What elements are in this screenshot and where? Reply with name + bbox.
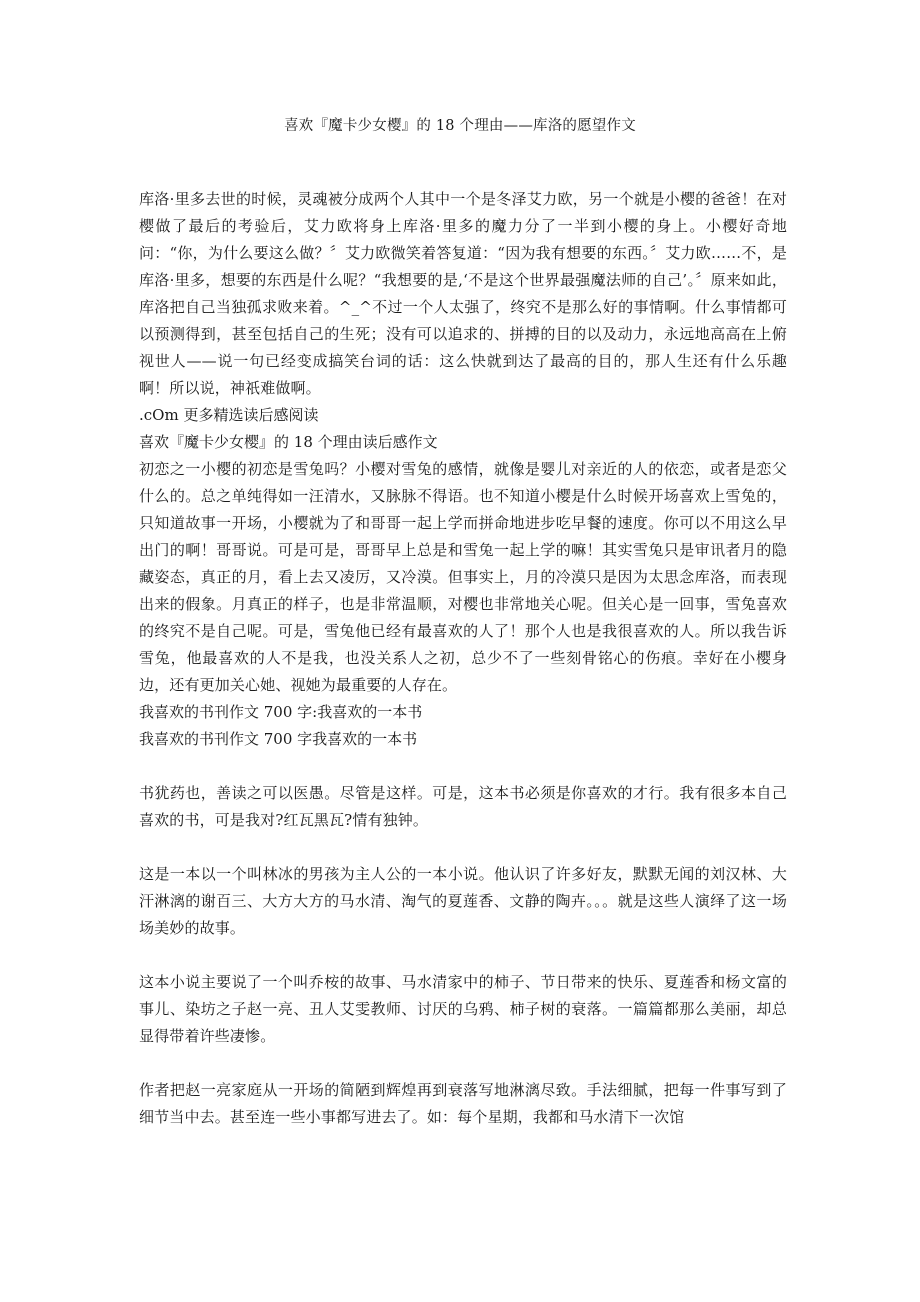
paragraph-first-love: 初恋之一小樱的初恋是雪兔吗？小樱对雪兔的感情，就像是婴儿对亲近的人的依恋，或者是恋父什么的。总之单纯得如一汪清水，又脉脉不得语。也不知道小樱是什么时候开场喜欢上雪兔的，只知道故事一开场，小樱就为了和哥哥一起上学而拼命地进步吃早餐的速度。你可以不用这么早出门的啊！哥哥说。可是可是，哥哥早上总是和雪兔一起上学的嘛！其实雪兔只是审讯者月的隐藏姿态，真正的月，看上去又凌厉，又冷漠。但事实上，月的冷漠只是因为太思念库洛，而表现出来的假象。月真正的样子，也是非常温顺，对樱也非常地关心呢。但关心是一回事，雪兔喜欢的终究不是自己呢。可是，雪兔他已经有最喜欢的人了！那个人也是我很喜欢的人。所以我告诉雪兔，他最喜欢的人不是我，也没关系人之初，总少不了一些刻骨铭心的伤痕。幸好在小樱身边，还有更加关心她、视她为最重要的人存在。 — [139, 460, 787, 694]
more-reading-link[interactable]: .cOm 更多精选读后感阅读 — [139, 406, 319, 424]
paragraph-kuluo-wish: 库洛·里多去世的时候，灵魂被分成两个人其中一个是冬泽艾力欧，另一个就是小樱的爸爸！在对樱做了最后的考验后，艾力欧将身上库洛·里多的魔力分了一半到小樱的身上。小樱好奇地问：“你，为什么要这么做？〞艾力欧微笑着答复道：“因为我有想要的东西。〞艾力欧……不，是库洛·里多，想要的东西是什么呢？“我想要的是,‘不是这个世界最强魔法师的自己’。〞原来如此，库洛把自己当独孤求败来着。^_^不过一个人太强了，终究不是那么好的事情啊。什么事情都可以预测得到，甚至包括自己的生死；没有可以追求的、拼搏的目的以及动力，永远地高高在上俯视世人——说一句已经变成搞笑台词的话：这么快就到达了最高的目的，那人生还有什么乐趣啊！所以说，神祇难做啊。 — [139, 190, 787, 397]
document-title: 喜欢『魔卡少女樱』的 18 个理由——库洛的愿望作文 — [284, 118, 636, 134]
article-heading-reasons: 喜欢『魔卡少女樱』的 18 个理由读后感作文 — [139, 433, 438, 451]
paragraph-gap — [139, 1050, 787, 1077]
paragraph-author-style: 作者把赵一亮家庭从一开场的简陋到辉煌再到衰落写地淋漓尽致。手法细腻，把每一件事写到了细节当中去。甚至连一些小事都写进去了。如：每个星期，我都和马水清下一次馆 — [139, 1081, 787, 1126]
paragraph-gap — [139, 753, 787, 780]
document-body — [139, 186, 787, 1131]
paragraph-novel-summary: 这本小说主要说了一个叫乔桉的故事、马水清家中的柿子、节日带来的快乐、夏莲香和杨文富的事儿、染坊之子赵一亮、丑人艾雯教师、讨厌的乌鸦、柿子树的衰落。一篇篇都那么美丽，却总显得带着许些凄惨。 — [139, 973, 787, 1045]
paragraph-books-medicine: 书犹药也，善读之可以医愚。尽管是这样。可是，这本书必须是你喜欢的才行。我有很多本自己喜欢的书，可是我对?红瓦黑瓦?情有独钟。 — [139, 784, 787, 829]
article-heading-favorite-book-2: 我喜欢的书刊作文 700 字我喜欢的一本书 — [139, 730, 418, 748]
article-heading-favorite-book-1: 我喜欢的书刊作文 700 字:我喜欢的一本书 — [139, 703, 423, 721]
paragraph-gap — [139, 942, 787, 969]
paragraph-novel-intro: 这是一本以一个叫林冰的男孩为主人公的一本小说。他认识了许多好友，默默无闻的刘汉林、大汗淋漓的谢百三、大方大方的马水清、淘气的夏莲香、文静的陶卉。。。就是这些人演绎了这一场场美妙的故事。 — [139, 865, 787, 937]
paragraph-gap — [139, 834, 787, 861]
